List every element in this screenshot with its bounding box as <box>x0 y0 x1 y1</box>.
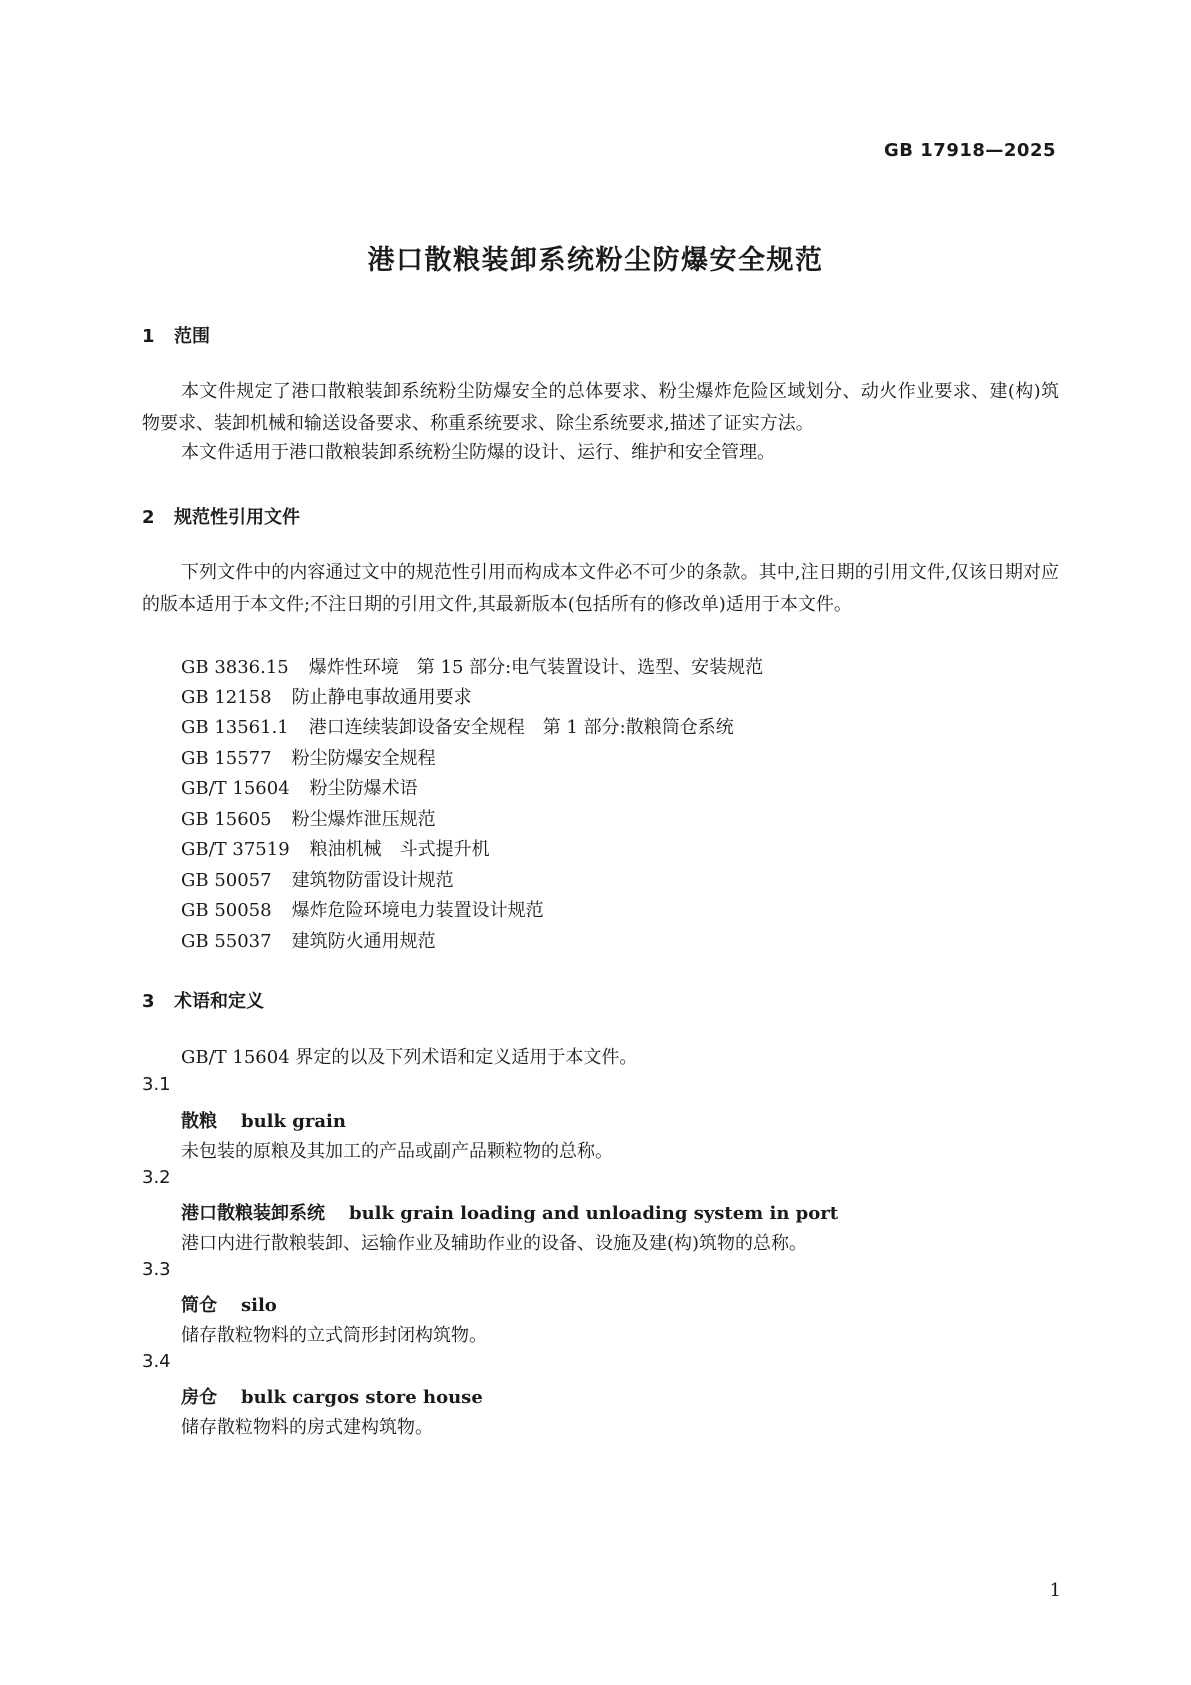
section-title: 范围 <box>174 326 210 347</box>
reference-item <box>181 896 544 922</box>
reference-item <box>181 683 472 709</box>
section-2-heading <box>142 503 300 529</box>
term-zh: 筒仓 <box>181 1295 217 1316</box>
reference-item <box>181 805 436 831</box>
term-heading <box>181 1107 346 1133</box>
reference-title: 粉尘爆炸泄压规范 <box>291 809 436 830</box>
term-zh: 散粮 <box>181 1111 217 1132</box>
standard-code: GB 17918—2025 <box>884 140 1056 161</box>
reference-item <box>181 713 734 739</box>
reference-title: 港口连续装卸设备安全规程 第 1 部分:散粮筒仓系统 <box>308 717 734 738</box>
reference-code: GB 50058 <box>181 900 272 921</box>
section-3-heading <box>142 987 264 1013</box>
reference-title: 建筑物防雷设计规范 <box>291 870 454 891</box>
term-definition: 储存散粒物料的立式筒形封闭构筑物。 <box>181 1325 487 1346</box>
reference-code: GB 15605 <box>181 809 272 830</box>
term-en: silo <box>241 1295 277 1316</box>
reference-code: GB/T 15604 <box>181 778 290 799</box>
reference-code: GB 13561.1 <box>181 717 289 738</box>
reference-code: GB 3836.15 <box>181 657 289 678</box>
section-title: 术语和定义 <box>174 991 264 1012</box>
reference-code: GB/T 37519 <box>181 839 290 860</box>
reference-item <box>181 927 436 953</box>
reference-title: 粉尘防爆术语 <box>309 778 418 799</box>
term-heading <box>181 1291 277 1317</box>
term-zh: 房仓 <box>181 1387 217 1408</box>
section-number: 2 <box>142 507 155 528</box>
term-definition: 港口内进行散粮装卸、运输作业及辅助作业的设备、设施及建(构)筑物的总称。 <box>181 1233 808 1254</box>
section-number: 1 <box>142 326 155 347</box>
reference-item <box>181 866 454 892</box>
section-number: 3 <box>142 991 155 1012</box>
term-en: bulk grain <box>241 1111 346 1132</box>
reference-title: 建筑防火通用规范 <box>291 931 436 952</box>
term-definition: 储存散粒物料的房式建构筑物。 <box>181 1417 433 1438</box>
scope-paragraph-2: 本文件适用于港口散粮装卸系统粉尘防爆的设计、运行、维护和安全管理。 <box>181 442 775 463</box>
reference-title: 防止静电事故通用要求 <box>291 687 472 708</box>
terms-intro: GB/T 15604 界定的以及下列术语和定义适用于本文件。 <box>181 1047 638 1068</box>
page-number: 1 <box>1049 1580 1061 1601</box>
reference-code: GB 55037 <box>181 931 272 952</box>
term-zh: 港口散粮装卸系统 <box>181 1203 325 1224</box>
term-heading <box>181 1383 483 1409</box>
term-number: 3.3 <box>142 1259 171 1280</box>
normative-intro: 下列文件中的内容通过文中的规范性引用而构成本文件必不可少的条款。其中,注日期的引用文件,仅该日期对应的版本适用于本文件;不注日期的引用文件,其最新版本(包括所有的修改单)适用于本文件。 <box>142 562 1059 615</box>
document-title: 港口散粮装卸系统粉尘防爆安全规范 <box>367 245 824 276</box>
reference-code: GB 50057 <box>181 870 272 891</box>
reference-item <box>181 774 418 800</box>
term-number: 3.4 <box>142 1351 171 1372</box>
section-title: 规范性引用文件 <box>174 507 300 528</box>
term-number: 3.2 <box>142 1167 171 1188</box>
reference-title: 粮油机械 斗式提升机 <box>309 839 490 860</box>
scope-paragraph-1: 本文件规定了港口散粮装卸系统粉尘防爆安全的总体要求、粉尘爆炸危险区域划分、动火作业要求、建(构)筑物要求、装卸机械和输送设备要求、称重系统要求、除尘系统要求,描述了证实方法。 <box>142 381 1059 434</box>
reference-item <box>181 835 490 861</box>
term-heading <box>181 1199 838 1225</box>
reference-item <box>181 744 436 770</box>
reference-title: 爆炸危险环境电力装置设计规范 <box>291 900 544 921</box>
reference-title: 粉尘防爆安全规程 <box>291 748 436 769</box>
term-en: bulk grain loading and unloading system in port <box>349 1203 839 1224</box>
term-number: 3.1 <box>142 1074 171 1095</box>
term-definition: 未包装的原粮及其加工的产品或副产品颗粒物的总称。 <box>181 1141 613 1162</box>
term-en: bulk cargos store house <box>241 1387 483 1408</box>
reference-code: GB 15577 <box>181 748 272 769</box>
reference-code: GB 12158 <box>181 687 272 708</box>
section-1-heading <box>142 322 210 348</box>
reference-item <box>181 653 763 679</box>
reference-title: 爆炸性环境 第 15 部分:电气装置设计、选型、安装规范 <box>308 657 764 678</box>
